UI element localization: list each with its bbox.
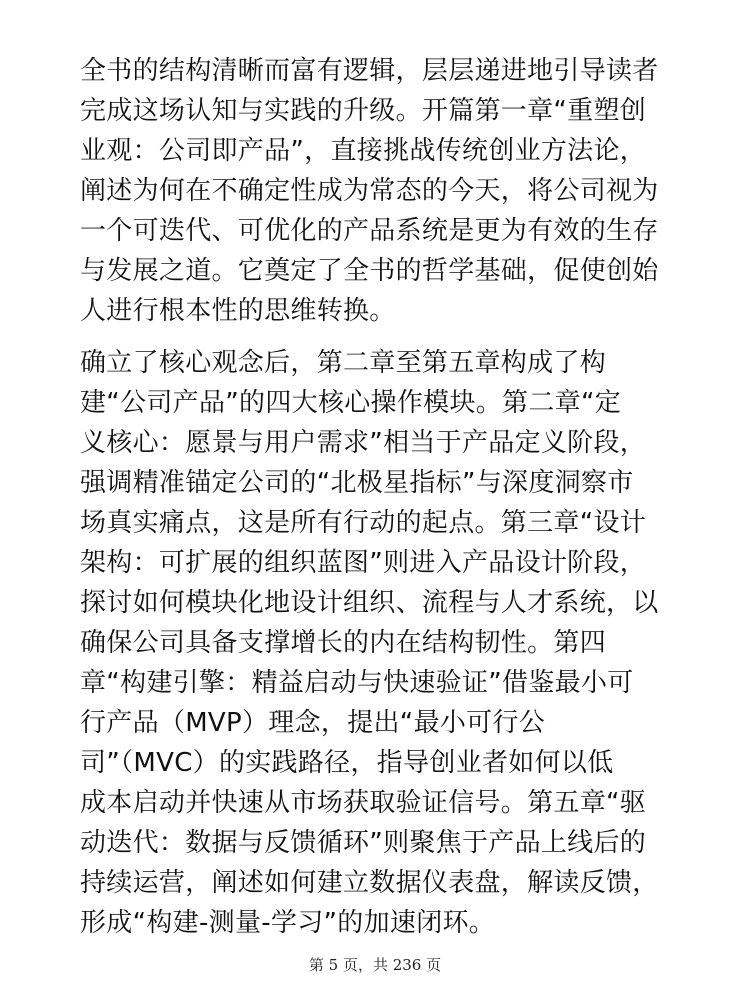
text-line: 持续运营，阐述如何建立数据仪表盘，解读反馈，	[80, 868, 659, 898]
text-line: 一个可迭代、可优化的产品系统是更为有效的生存	[80, 216, 659, 246]
paragraph-spacer	[80, 331, 675, 343]
text-line: 司”（MVC）的实践路径，指导创业者如何以低	[80, 748, 614, 778]
text-line: 阐述为何在不确定性成为常态的今天，将公司视为	[80, 176, 659, 206]
text-line: 业观：公司即产品”，直接挑战传统创业方法论，	[80, 136, 647, 166]
body-text	[80, 51, 675, 943]
text-line: 全书的结构清晰而富有逻辑，层层递进地引导读者	[80, 56, 659, 86]
page-number-footer: 第 5 页，共 236 页	[308, 956, 442, 974]
text-line: 确立了核心观念后，第二章至第五章构成了构	[80, 348, 607, 378]
text-line: 探讨如何模块化地设计组织、流程与人才系统，以	[80, 588, 659, 618]
text-line: 人进行根本性的思维转换。	[80, 296, 396, 326]
text-line: 建“公司产品”的四大核心操作模块。第二章“定	[80, 388, 622, 418]
text-line: 完成这场认知与实践的升级。开篇第一章“重塑创	[80, 96, 647, 126]
text-line: 架构：可扩展的组织蓝图”则进入产品设计阶段，	[80, 548, 647, 578]
text-line: 成本启动并快速从市场获取验证信号。第五章“驱	[80, 788, 647, 818]
text-line: 场真实痛点，这是所有行动的起点。第三章“设计	[80, 508, 647, 538]
text-line: 形成“构建-测量-学习”的加速闭环。	[80, 908, 496, 938]
text-line: 与发展之道。它奠定了全书的哲学基础，促使创始	[80, 256, 659, 286]
text-line: 义核心：愿景与用户需求”相当于产品定义阶段，	[80, 428, 647, 458]
text-line: 章“构建引擎：精益启动与快速验证”借鉴最小可	[80, 668, 634, 698]
text-line: 强调精准锚定公司的“北极星指标”与深度洞察市	[80, 468, 634, 498]
paragraph-1	[80, 51, 675, 331]
paragraph-2	[80, 343, 675, 943]
text-line: 行产品（MVP）理念，提出“最小可行公	[80, 708, 546, 738]
text-line: 确保公司具备支撑增长的内在结构韧性。第四	[80, 628, 607, 658]
text-line: 动迭代：数据与反馈循环”则聚焦于产品上线后的	[80, 828, 647, 858]
